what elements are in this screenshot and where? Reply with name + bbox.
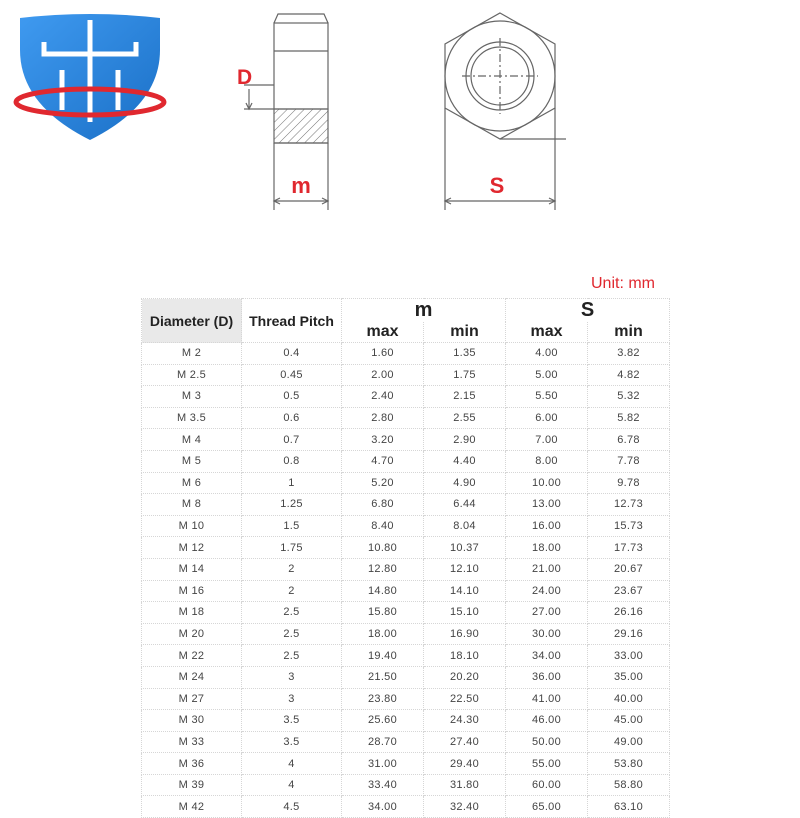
cell-s-min: 4.82 [588,364,670,386]
header-s-max: max [506,322,588,343]
cell-thread-pitch: 2 [242,580,342,602]
cell-thread-pitch: 4 [242,753,342,775]
cell-s-max: 30.00 [506,623,588,645]
cell-thread-pitch: 1.5 [242,515,342,537]
cell-diameter: M 18 [142,602,242,624]
cell-thread-pitch: 1.75 [242,537,342,559]
cell-s-min: 26.16 [588,602,670,624]
cell-m-min: 24.30 [424,710,506,732]
header-s: S [506,299,670,323]
table-row [142,623,670,645]
cell-thread-pitch: 3 [242,688,342,710]
cell-m-min: 12.10 [424,558,506,580]
table-row [142,364,670,386]
table-row [142,386,670,408]
cell-m-min: 20.20 [424,666,506,688]
cell-diameter: M 2.5 [142,364,242,386]
cell-m-max: 25.60 [342,710,424,732]
cell-m-min: 6.44 [424,494,506,516]
hex-nut-drawing [230,5,590,220]
cell-s-min: 20.67 [588,558,670,580]
cell-s-max: 55.00 [506,753,588,775]
cell-s-max: 41.00 [506,688,588,710]
cell-s-min: 33.00 [588,645,670,667]
cell-m-min: 27.40 [424,731,506,753]
cell-s-min: 40.00 [588,688,670,710]
cell-s-max: 6.00 [506,407,588,429]
cell-s-max: 10.00 [506,472,588,494]
cell-s-max: 36.00 [506,666,588,688]
cell-diameter: M 14 [142,558,242,580]
cell-diameter: M 4 [142,429,242,451]
table-row [142,407,670,429]
cell-m-max: 2.80 [342,407,424,429]
cell-s-min: 15.73 [588,515,670,537]
cell-m-max: 6.80 [342,494,424,516]
cell-diameter: M 22 [142,645,242,667]
cell-m-max: 34.00 [342,796,424,818]
cell-s-min: 29.16 [588,623,670,645]
cell-diameter: M 20 [142,623,242,645]
top-view [445,13,566,210]
cell-s-min: 53.80 [588,753,670,775]
cell-thread-pitch: 2 [242,558,342,580]
cell-thread-pitch: 4.5 [242,796,342,818]
cell-thread-pitch: 2.5 [242,623,342,645]
cell-diameter: M 30 [142,710,242,732]
cell-thread-pitch: 0.6 [242,407,342,429]
table-row [142,429,670,451]
cell-m-min: 8.04 [424,515,506,537]
cell-s-min: 35.00 [588,666,670,688]
table-row [142,796,670,818]
table-row [142,774,670,796]
cell-s-max: 5.00 [506,364,588,386]
table-row [142,343,670,365]
cell-thread-pitch: 1 [242,472,342,494]
cell-m-max: 8.40 [342,515,424,537]
label-m: m [291,173,311,198]
cell-s-max: 34.00 [506,645,588,667]
table-row [142,602,670,624]
side-view [244,14,328,210]
cell-diameter: M 33 [142,731,242,753]
table-row [142,494,670,516]
table-row [142,472,670,494]
cell-s-max: 60.00 [506,774,588,796]
table-row [142,537,670,559]
cell-m-max: 4.70 [342,450,424,472]
cell-m-min: 2.90 [424,429,506,451]
cell-s-max: 46.00 [506,710,588,732]
cell-m-max: 1.60 [342,343,424,365]
cell-m-max: 18.00 [342,623,424,645]
cell-thread-pitch: 0.5 [242,386,342,408]
cell-m-min: 2.15 [424,386,506,408]
header-m-max: max [342,322,424,343]
cell-s-min: 5.82 [588,407,670,429]
cell-s-min: 6.78 [588,429,670,451]
label-d: D [237,66,253,89]
cell-m-min: 29.40 [424,753,506,775]
cell-diameter: M 36 [142,753,242,775]
table-row [142,450,670,472]
cell-s-min: 17.73 [588,537,670,559]
table-row [142,558,670,580]
cell-thread-pitch: 4 [242,774,342,796]
cell-m-min: 32.40 [424,796,506,818]
cell-diameter: M 24 [142,666,242,688]
cell-m-min: 2.55 [424,407,506,429]
cell-thread-pitch: 3.5 [242,731,342,753]
header-s-min: min [588,322,670,343]
header-m: m [342,299,506,323]
cell-thread-pitch: 0.4 [242,343,342,365]
cell-thread-pitch: 3.5 [242,710,342,732]
header-m-min: min [424,322,506,343]
cell-m-max: 10.80 [342,537,424,559]
cell-m-max: 2.00 [342,364,424,386]
cell-s-min: 3.82 [588,343,670,365]
table-row [142,645,670,667]
table-row [142,731,670,753]
cell-diameter: M 10 [142,515,242,537]
cell-m-max: 23.80 [342,688,424,710]
cell-s-max: 7.00 [506,429,588,451]
cell-m-min: 31.80 [424,774,506,796]
cell-m-min: 14.10 [424,580,506,602]
brand-logo [10,10,170,145]
cell-s-min: 45.00 [588,710,670,732]
cell-s-min: 5.32 [588,386,670,408]
cell-diameter: M 2 [142,343,242,365]
cell-m-min: 22.50 [424,688,506,710]
cell-diameter: M 5 [142,450,242,472]
cell-s-max: 4.00 [506,343,588,365]
cell-s-min: 63.10 [588,796,670,818]
cell-thread-pitch: 3 [242,666,342,688]
cell-s-min: 23.67 [588,580,670,602]
cell-s-min: 9.78 [588,472,670,494]
cell-s-min: 12.73 [588,494,670,516]
header-diameter: Diameter (D) [142,299,242,343]
cell-s-max: 8.00 [506,450,588,472]
header-thread-pitch: Thread Pitch [242,299,342,343]
cell-thread-pitch: 0.45 [242,364,342,386]
cell-thread-pitch: 1.25 [242,494,342,516]
cell-m-max: 5.20 [342,472,424,494]
cell-s-max: 13.00 [506,494,588,516]
cell-s-max: 5.50 [506,386,588,408]
cell-m-min: 18.10 [424,645,506,667]
cell-diameter: M 3 [142,386,242,408]
cell-m-max: 15.80 [342,602,424,624]
table-row [142,753,670,775]
cell-s-max: 21.00 [506,558,588,580]
cell-s-max: 18.00 [506,537,588,559]
table-row [142,688,670,710]
cell-s-max: 65.00 [506,796,588,818]
cell-s-min: 7.78 [588,450,670,472]
table-row [142,710,670,732]
table-row [142,515,670,537]
cell-m-max: 21.50 [342,666,424,688]
cell-diameter: M 16 [142,580,242,602]
cell-thread-pitch: 2.5 [242,645,342,667]
cell-s-max: 16.00 [506,515,588,537]
cell-diameter: M 39 [142,774,242,796]
cell-m-min: 15.10 [424,602,506,624]
unit-note: Unit: mm [591,275,655,292]
cell-m-min: 10.37 [424,537,506,559]
cell-s-max: 50.00 [506,731,588,753]
cell-diameter: M 3.5 [142,407,242,429]
cell-m-max: 28.70 [342,731,424,753]
cell-m-max: 14.80 [342,580,424,602]
cell-thread-pitch: 0.7 [242,429,342,451]
cell-m-max: 31.00 [342,753,424,775]
cell-m-max: 33.40 [342,774,424,796]
hex-nut-spec-table [141,298,670,818]
table-row [142,580,670,602]
label-s: S [489,173,505,198]
cell-m-max: 3.20 [342,429,424,451]
cell-diameter: M 27 [142,688,242,710]
cell-m-min: 4.90 [424,472,506,494]
cell-thread-pitch: 0.8 [242,450,342,472]
cell-s-min: 58.80 [588,774,670,796]
cell-diameter: M 12 [142,537,242,559]
cell-m-max: 2.40 [342,386,424,408]
cell-diameter: M 42 [142,796,242,818]
table-row [142,666,670,688]
cell-m-min: 16.90 [424,623,506,645]
cell-m-min: 1.35 [424,343,506,365]
cell-m-max: 19.40 [342,645,424,667]
cell-thread-pitch: 2.5 [242,602,342,624]
cell-s-max: 24.00 [506,580,588,602]
cell-diameter: M 6 [142,472,242,494]
cell-m-min: 1.75 [424,364,506,386]
cell-m-max: 12.80 [342,558,424,580]
cell-m-min: 4.40 [424,450,506,472]
cell-s-min: 49.00 [588,731,670,753]
cell-s-max: 27.00 [506,602,588,624]
cell-diameter: M 8 [142,494,242,516]
